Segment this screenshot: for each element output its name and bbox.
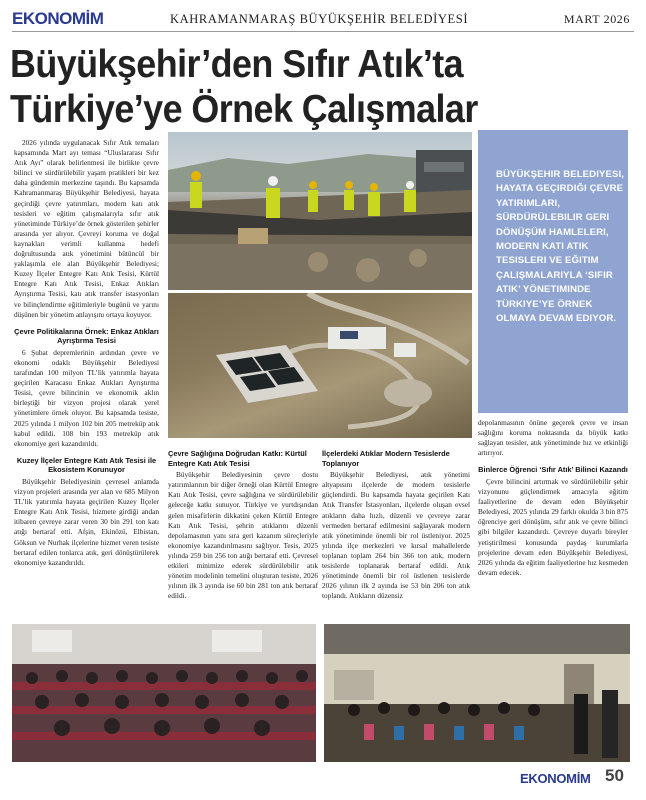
pull-quote-box [478, 130, 628, 413]
brand-logo: EKONOMİM [12, 9, 104, 28]
photo-illustration [168, 293, 472, 438]
masthead [0, 0, 646, 34]
section-heading: Çevre Politikalarına Örnek: Enkaz Atıkları Ayrıştırma Tesisi [14, 326, 159, 346]
section-heading: Kuzey İlçeler Entegre Katı Atık Tesisi ile Ekosistem Korunuyor [16, 455, 157, 475]
column-4 [478, 418, 628, 578]
section-body: Çevre bilincini artırmak ve sürdürülebilir şehir vizyonunu güçlendirmek amacıyla eğitim faaliyetlerine de devam eden Büyükşehir Belediyesi, 2025 yılında 29 farklı okulda 3 bin 875 öğrenciye geri dönüşüm, sıfır atık ve çevre bilinci gibi bilgiler kazandırdı. Çevreye duyarlı bireyler yetiştirilmesi konusunda paydaş kurumlarla projelerine devam eden Büyükşehir Belediyesi, 2026 yılında da eğitim faaliyetlerine hız kesmeden devam edecek. [478, 476, 628, 577]
section-body: Büyükşehir Belediyesinin çevre dostu yatırımlarının bir diğer örneği olan Kürtül Entegre Katı Atık Tesisi, çevre sağlığına ve sürdürülebilir geleceğe katkı sunuyor. Türkiye ve yurtdışından gelen misafirlerin dikkatini çeken Kürtül Entegre Katı Atık Tesisi, şehrin atıklarını düzenli depolamasının yanı sıra geri kazanım süreçleriyle ekonomiye kazandırılmasını sağlıyor. Tesis, 2025 yılında 259 bin 256 ton atığı bertaraf etti. Çevresel etkileri minimize ederek sürdürülebilir atık yönetim modelinin temelini oluşturan tesiste, 2026 yılının ilk 3 ayında ise 60 bin 281 ton atık bertaraf edildi. [168, 470, 318, 601]
pull-quote-text: BÜYÜKŞEHIR BELEDIYESI, HAYATA GEÇIRDIĞI ÇEVRE YATIRIMLARI, SÜRDÜRÜLEBILIR GERI DÖNÜŞÜM HAMLELERI, MODERN KATI ATIK TESISLERI VE EĞITIM ÇALIŞMALARIYLA ‘SIFIR ATIK’ YÖNETIMINDE TÜRKIYE’YE ÖRNEK OLMAYA DEVAM EDIYOR. [496, 169, 625, 325]
photo-illustration [12, 624, 316, 762]
header-rule [12, 31, 634, 32]
seminar-audience-photo [12, 624, 316, 762]
title-line-2: Türkiye’ye Örnek Çalışmalar [10, 88, 478, 131]
section-heading: Çevre Sağlığına Doğrudan Katkı: Kürtül Entegre Katı Atık Tesisi [168, 449, 307, 468]
title-line-1: Büyükşehir’den Sıfır Atık’ta [10, 43, 464, 86]
aerial-facility-photo [168, 293, 472, 438]
photo-illustration [324, 624, 630, 762]
section-body: Büyükşehir Belediyesinin çevresel anlamda vizyon projeleri arasında yer alan ve 685 Milyon TL’lik yatırımla hayata geçirilen Kuzey İlçeler Entegre Katı Atık Tesisi, hizmete girdiği andan itibaren çevreye zarar veren 30 bin 291 ton katı atığı bertaraf etti. Afşin, Ekinözü, Elbistan, Göksun ve Nurhak ilçelerine hizmet veren tesiste bertaraf edilen tonlarca atık, geri dönüştürülerek ekonomiye kazandırıldı. [14, 477, 159, 567]
school-children-photo [324, 624, 630, 762]
intro-paragraph: 2026 yılında uygulanacak Sıfır Atık temaları kapsamında Mart ayı teması “Uluslararası Sıfır Atık Ayı” olarak belirlenmesi ile birlikte çevre bilinci ve sürdürülebilir yaşam pratikleri bir kez daha gündemin merkezine taşındı. Bu kapsamda Kahramanmaraş Büyükşehir Belediyesi, hayata geçirdiği çevre yatırımları, modern katı atık tesisleri ve eğitim çalışmalarıyla sıfır atık yönetiminde Türkiye’de örnek gösterilen şehirler arasında yer alıyor. Çevreyi koruma ve doğal kaynakları verimli kullanma hedefi doğrultusunda atık yönetimini bütüncül bir yaklaşımla ele alan Büyükşehir Belediyesi; Kuzey İlçeler Entegre Katı Atık Tesisi, Kürtül Entegre Katı Atık Tesisi, Enkaz Atıkları Ayrıştırma Tesisi, katı atık transfer istasyonları ve bilinçlendirme eğitimleriyle bugünü ve yarını düşünen bir yönetim anlayışını ortaya koyuyor. [14, 138, 159, 319]
column-2 [168, 442, 318, 601]
issue-date: MART 2026 [563, 12, 630, 26]
photo-illustration [168, 132, 472, 290]
section-body-continued: depolanmasının önüne geçerek çevre ve insan sağlığını koruma noktasında da büyük katkı sağlayan tesisler, atık yönetiminde hız ve etkinliği artırıyor. [478, 418, 628, 458]
footer-brand: EKONOMİM [520, 771, 591, 786]
column-3 [322, 442, 470, 601]
section-heading: Binlerce Öğrenci ‘Sıfır Atık’ Bilinci Kazandı [478, 465, 628, 475]
section-heading: İlçelerdeki Atıklar Modern Tesislerde Toplanıyor [322, 449, 450, 468]
page-number: 50 [605, 766, 624, 785]
column-1 [14, 138, 159, 568]
section-body: Büyükşehir Belediyesi, atık yönetimi altyapısını ilçelerde de modern tesislerle güçlendirdi. Bu kapsamda hayata geçirilen Katı Atık Transfer İstasyonları, ilçelerde oluşan evsel atıkların daha hızlı, düzenli ve çevreye zarar vermeden bertaraf edilmesini sağlayarak modern atık yönetiminde önemli bir rol üstleniyor. 2025 yılında ilçe merkezleri ve kırsal mahallelerde toplanan toplam 264 bin 366 ton atık, modern tesislerde toplanarak bertaraf edildi. Atık yönetiminde önemli bir rol üstlenen tesislerde 2026 yılının ilk 2 ayında ise 53 bin 206 ton atık toplandı. Atıkların düzensiz [322, 470, 470, 601]
section-body: 6 Şubat depremlerinin ardından çevre ve ekonomi odaklı Büyükşehir Belediyesi tarafından 100 milyon TL’lik yatırımla hayata geçirilen Karacasu Enkaz Atıkları Ayrıştırma Tesisi, çevre bilincinin ve ekonomik aklın birleştiği bir vizyon projesi olarak yerel yönetimlere örnek oluyor. Bu kapsamda tesiste, 2025 yılında 1 milyon 102 bin 205 metreküp atık kabul edildi. 108 bin 193 metreküp atık ekonomiye geri kazandırıldı. [14, 347, 159, 448]
article-title [10, 42, 590, 132]
recycling-workers-photo [168, 132, 472, 290]
publisher-name: KAHRAMANMARAŞ BÜYÜKŞEHİR BELEDİYESİ [170, 12, 469, 26]
